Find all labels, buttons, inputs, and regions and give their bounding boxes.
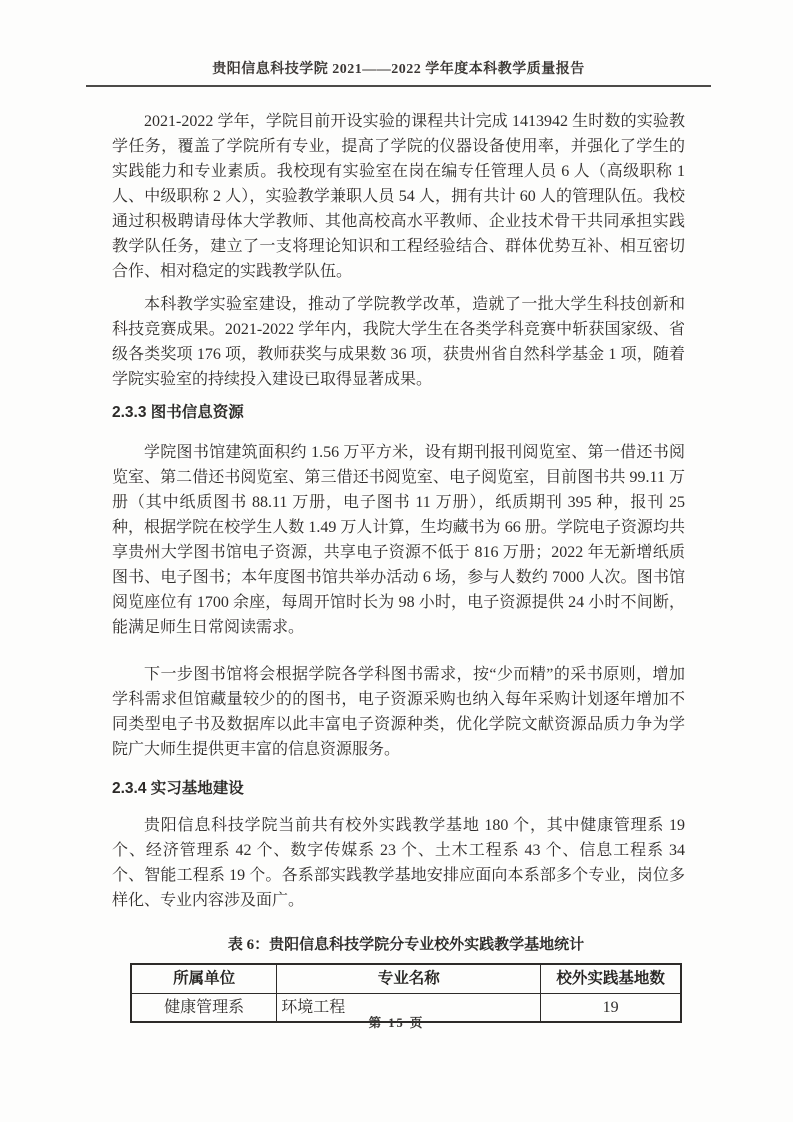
table-header-unit: 所属单位 (131, 964, 277, 993)
cell-unit: 健康管理系 (131, 993, 277, 1022)
cell-base-count: 19 (541, 993, 681, 1022)
page-footer (0, 1013, 793, 1031)
paragraph-library-plan: 下一步图书馆将会根据学院各学科图书需求，按“少而精”的采书原则，增加学科需求但馆藏量较少的的图书，电子资源采购也纳入每年采购计划逐年增加不同类型电子书及数据库以此丰富电子资源种类，优化学院文献资源品质力争为学院广大师生提供更丰富的信息资源服务。 (112, 666, 685, 758)
document-body (112, 109, 685, 1023)
heading-2-3-3-library-resources: 2.3.3 图书信息资源 (112, 404, 244, 421)
paragraph-practice-bases: 贵阳信息科技学院当前共有校外实践教学基地 180 个，其中健康管理系 19 个、经济管理系 42 个、数字传媒系 23 个、土木工程系 43 个、信息工程系 34 个、智能工程系 19 个。各系部实践教学基地安排应面向本系部多个专业，岗位多样化、专业内容涉及面广。 (112, 817, 685, 909)
table-header-major: 专业名称 (277, 964, 541, 993)
page-header (112, 58, 685, 87)
table-caption: 表 6：贵阳信息科技学院分专业校外实践教学基地统计 (227, 937, 585, 953)
paragraph-lab-teaching: 2021-2022 学年，学院目前开设实验的课程共计完成 1413942 生时数的实验教学任务，覆盖了学院所有专业，提高了学院的仪器设备使用率，并强化了学生的实践能力和专业素质。我校现有实验室在岗在编专任管理人员 6 人（高级职称 1 人、中级职称 2 人），实验教学兼职人员 54 人，拥有共计 60 人的管理队伍。我校通过积极聘请母体大学教师、其他高校高水平教师、企业技术骨干共同承担实践教学队任务，建立了一支将理论知识和工程经验结合、群体优势互补、相互密切合作、相对稳定的实践教学队伍。 (112, 113, 685, 280)
paragraph-lab-achievements: 本科教学实验室建设，推动了学院教学改革，造就了一批大学生科技创新和科技竞赛成果。2021-2022 学年内，我院大学生在各类学科竞赛中斩获国家级、省级各类奖项 176 项，教师获奖与成果数 36 项，获贵州省自然科学基金 1 项，随着学院实验室的持续投入建设已取得显著成果。 (112, 296, 685, 388)
table-header-row (131, 964, 681, 993)
cell-major: 环境工程 (277, 993, 541, 1022)
page-number: 第 15 页 (368, 1016, 425, 1030)
table-header-base-count: 校外实践基地数 (541, 964, 681, 993)
paragraph-library-overview: 学院图书馆建筑面积约 1.56 万平方米，设有期刊报刊阅览室、第一借还书阅览室、第二借还书阅览室、第三借还书阅览室、电子阅览室，目前图书共 99.11 万册（其中纸质图书 88.11 万册，电子图书 11 万册），纸质期刊 395 种，报刊 25 种，根据学院在校学生人数 1.49 万人计算，生均藏书为 66 册。学院电子资源均共享贵州大学图书馆电子资源，共享电子资源不低于 816 万册；2022 年无新增纸质图书、电子图书；本年度图书馆共举办活动 6 场，参与人数约 7000 人次。图书馆阅览座位有 1700 余座，每周开馆时长为 98 小时，电子资源提供 24 小时不间断，能满足师生日常阅读需求。 (112, 444, 685, 636)
running-header-title: 贵阳信息科技学院 2021——2022 学年度本科教学质量报告 (86, 58, 711, 87)
heading-2-3-4-practice-bases: 2.3.4 实习基地建设 (112, 780, 244, 797)
